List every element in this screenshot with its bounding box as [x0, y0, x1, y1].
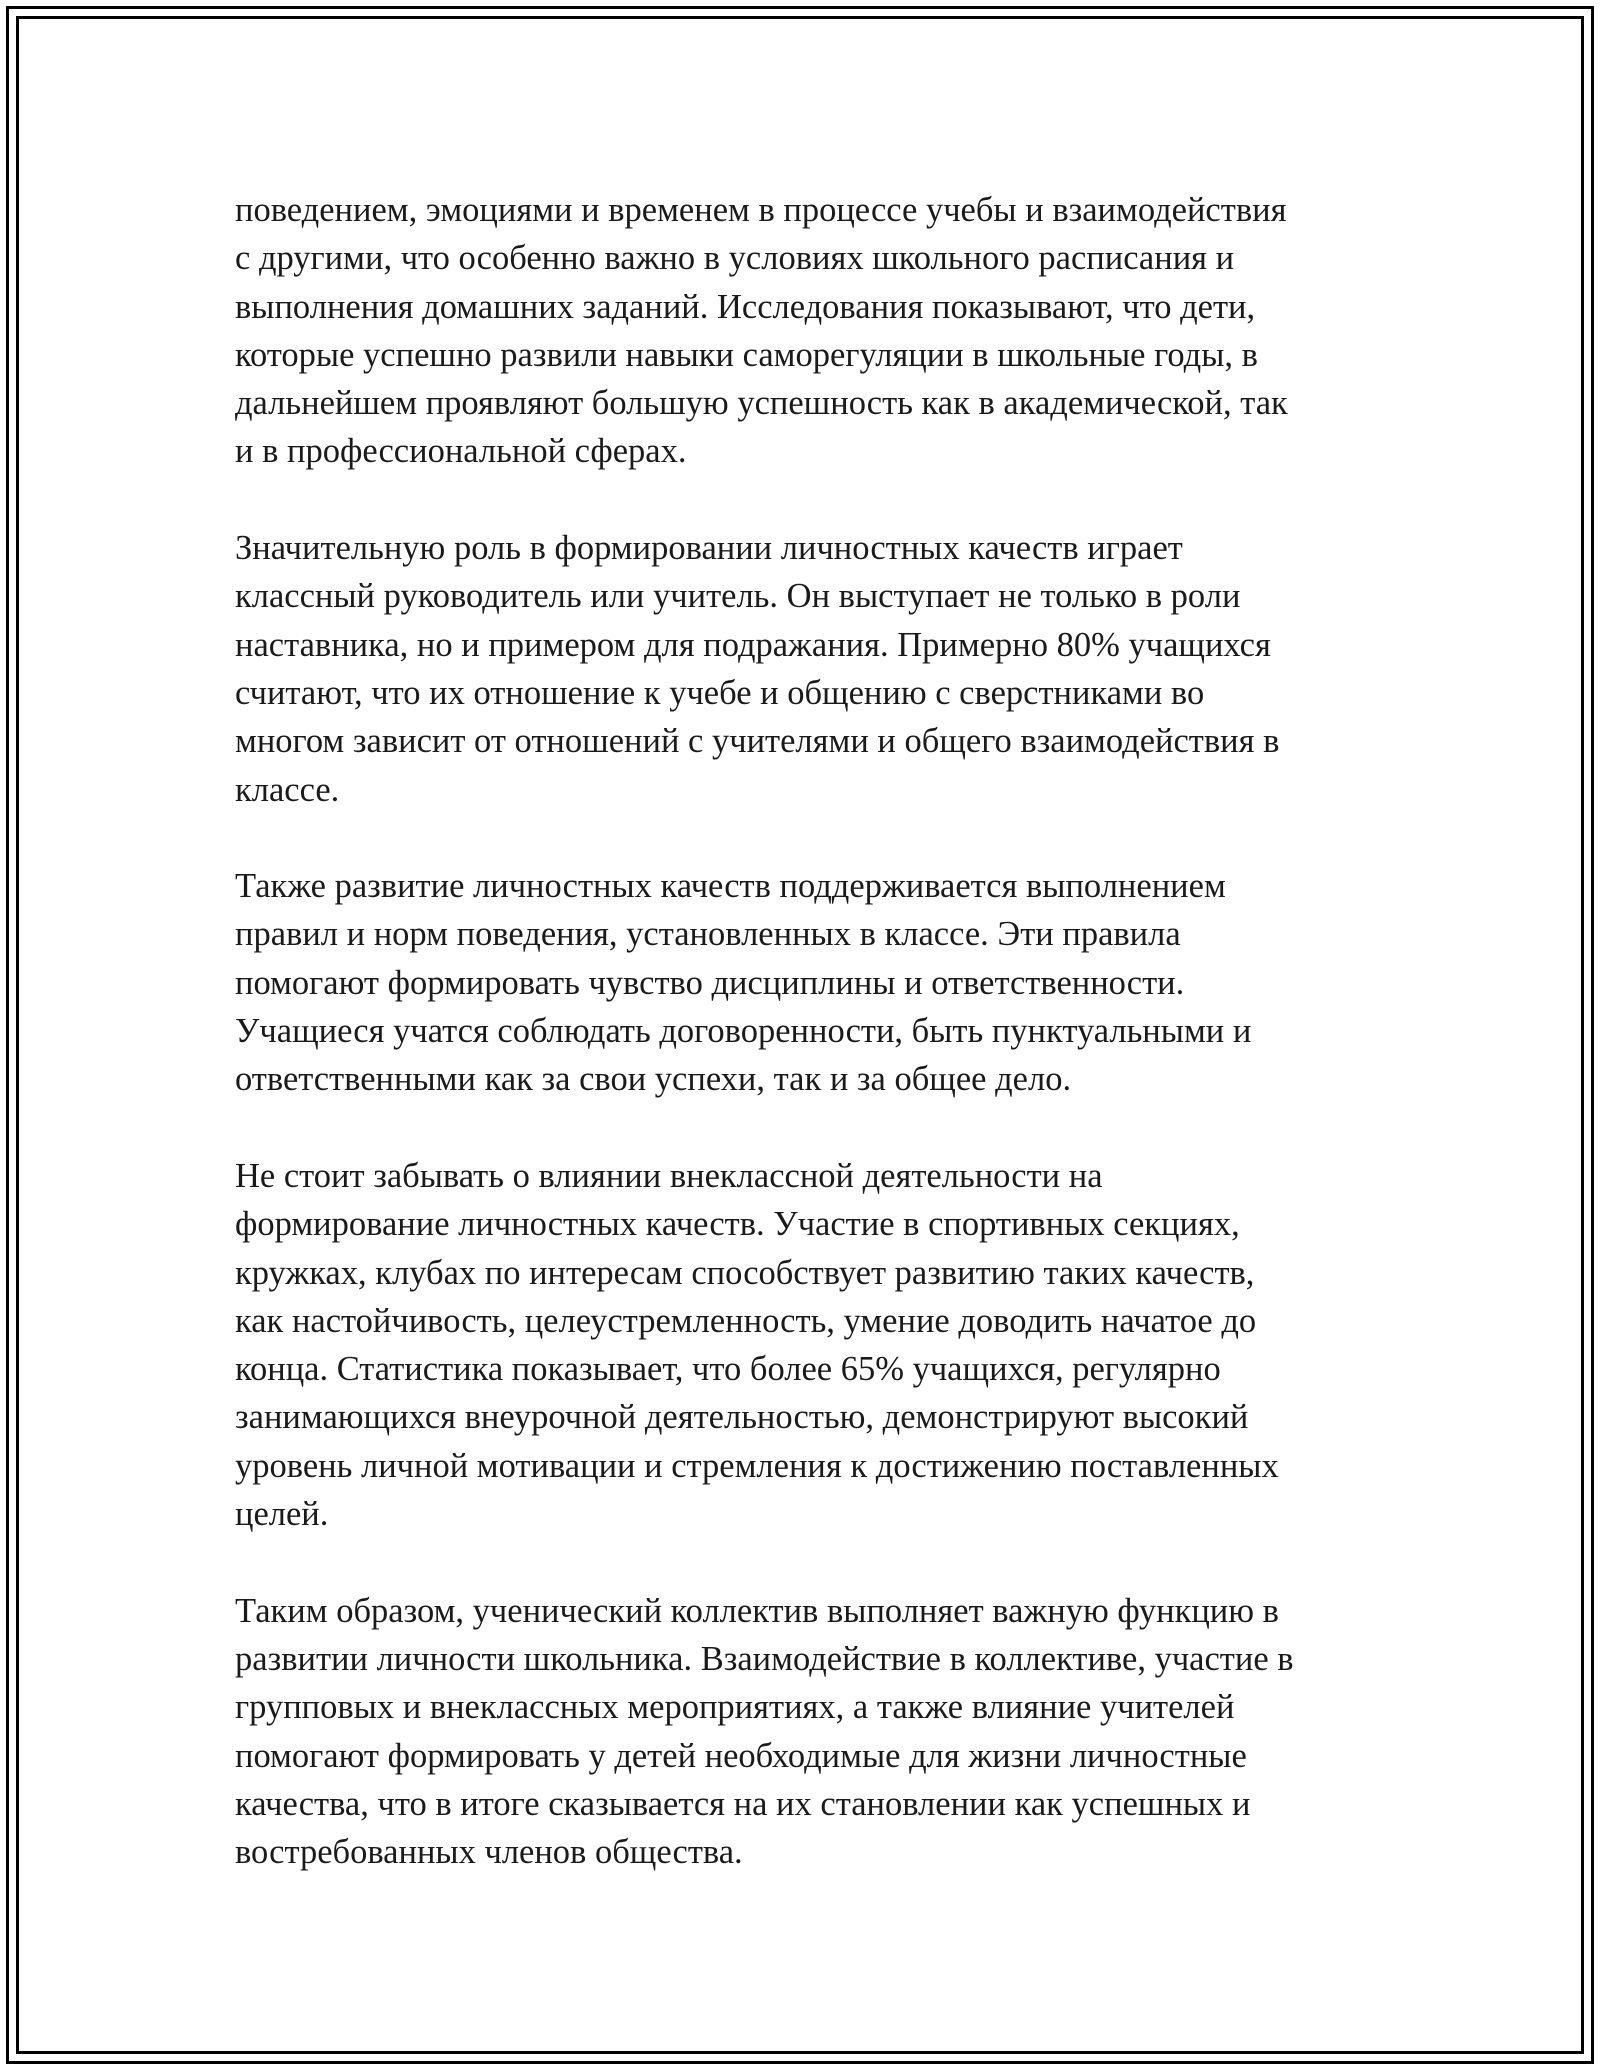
text-line: конца. Статистика показывает, что более 65% учащихся, регулярно — [235, 1350, 1221, 1389]
text-line: ответственными как за свои успехи, так и за общее дело. — [235, 1060, 1072, 1099]
text-line: развитии личности школьника. Взаимодействие в коллективе, участие в — [235, 1639, 1294, 1678]
text-line: востребованных членов общества. — [235, 1833, 743, 1872]
text-line: Не стоит забывать о влиянии внеклассной деятельности на — [235, 1156, 1103, 1195]
text-line: считают, что их отношение к учебе и общению с сверстниками во — [235, 673, 1205, 712]
text-line: уровень личной мотивации и стремления к достижению поставленных — [235, 1446, 1279, 1485]
text-line: классный руководитель или учитель. Он выступает не только в роли — [235, 577, 1241, 616]
text-line: многом зависит от отношений с учителями и общего взаимодействия в — [235, 722, 1280, 761]
text-line: классе. — [235, 770, 340, 809]
text-line: поведением, эмоциями и временем в процессе учебы и взаимодействия — [235, 191, 1287, 229]
text-line: помогают формировать у детей необходимые для жизни личностные — [235, 1736, 1247, 1775]
text-line: Значительную роль в формировании личностных качеств играет — [235, 529, 1183, 568]
text-line: целей. — [235, 1495, 329, 1534]
paragraph-2 — [235, 524, 1385, 814]
text-line: как настойчивость, целеустремленность, умение доводить начатое до — [235, 1301, 1257, 1340]
text-line: Учащиеся учатся соблюдать договоренности, быть пунктуальными и — [235, 1012, 1252, 1051]
text-line: с другими, что особенно важно в условиях школьного расписания и — [235, 239, 1235, 278]
text-line: Также развитие личностных качеств поддерживается выполнением — [235, 867, 1226, 906]
paragraph-1 — [235, 186, 1385, 476]
text-line: помогают формировать чувство дисциплины и ответственности. — [235, 963, 1185, 1002]
document-body — [235, 186, 1385, 1876]
text-line: выполнения домашних заданий. Исследования показывают, что дети, — [235, 287, 1256, 326]
text-line: групповых и внеклассных мероприятиях, а также влияние учителей — [235, 1688, 1235, 1727]
text-line: которые успешно развили навыки саморегуляции в школьные годы, в — [235, 335, 1258, 374]
paragraph-5 — [235, 1587, 1385, 1877]
text-line: кружках, клубах по интересам способствует развитию таких качеств, — [235, 1253, 1255, 1292]
paragraph-4 — [235, 1152, 1385, 1538]
text-line: и в профессиональной сферах. — [235, 432, 687, 471]
text-line: качества, что в итоге сказывается на их становлении как успешных и — [235, 1784, 1251, 1823]
text-line: Таким образом, ученический коллектив выполняет важную функцию в — [235, 1591, 1279, 1630]
text-line: формирование личностных качеств. Участие в спортивных секциях, — [235, 1205, 1240, 1244]
text-line: занимающихся внеурочной деятельностью, демонстрируют высокий — [235, 1398, 1249, 1437]
text-line: правил и норм поведения, установленных в классе. Эти правила — [235, 915, 1181, 954]
paragraph-3 — [235, 862, 1385, 1103]
text-line: дальнейшем проявляют большую успешность как в академической, так — [235, 384, 1288, 423]
text-line: наставника, но и примером для подражания. Примерно 80% учащихся — [235, 625, 1271, 664]
